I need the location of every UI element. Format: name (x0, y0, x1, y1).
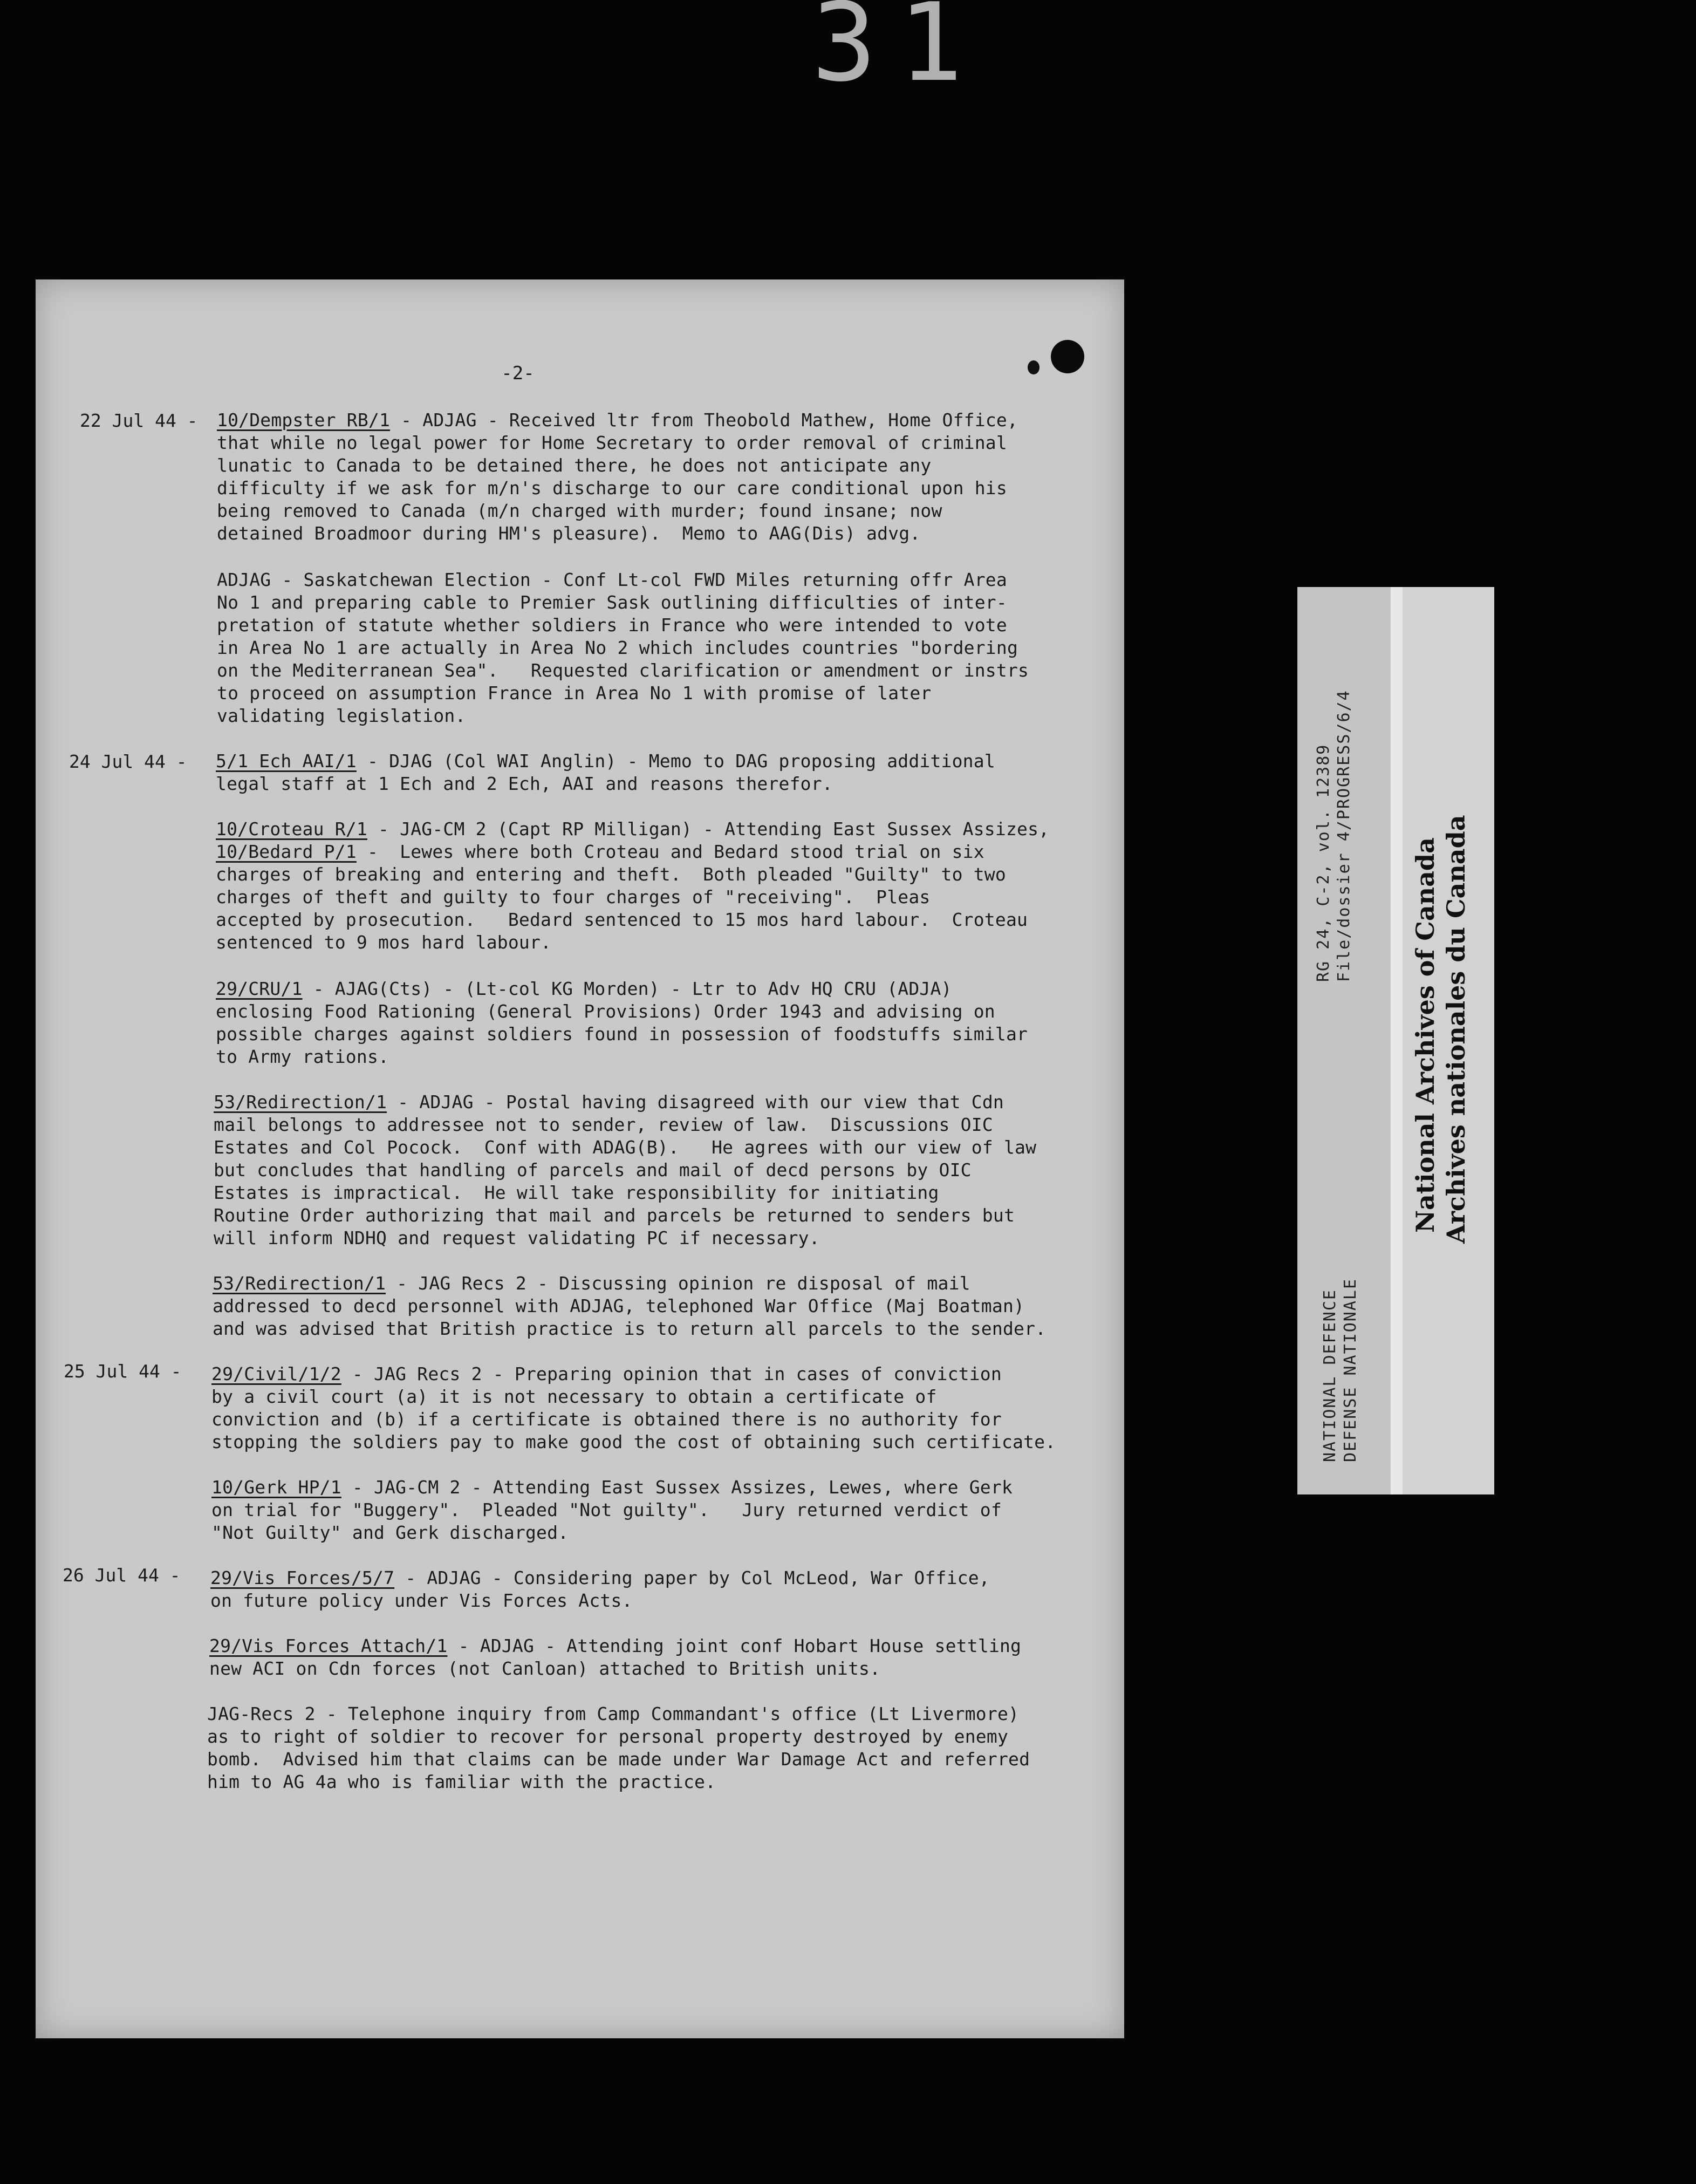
entry-line: and was advised that British practice is to return all parcels to the sender. (213, 1318, 1047, 1339)
entry-line: being removed to Canada (m/n charged with murder; found insane; now (217, 500, 942, 521)
entry-line: "Not Guilty" and Gerk discharged. (211, 1522, 569, 1543)
archive-dept-fr: DEFENSE NATIONALE (1341, 1278, 1360, 1462)
file-reference: 29/Vis Forces/5/7 (210, 1567, 395, 1588)
entry-text (217, 409, 1018, 545)
entry-text (210, 1567, 990, 1612)
entry-line: No 1 and preparing cable to Premier Sask outlining difficulties of inter- (217, 592, 1007, 613)
entry-line: addressed to decd personnel with ADJAG, telephoned War Office (Maj Boatman) (213, 1295, 1025, 1316)
entry-line: - JAG-CM 2 - Attending East Sussex Assizes, Lewes, where Gerk (341, 1477, 1013, 1498)
entry-line: - JAG-CM 2 (Capt RP Milligan) - Attending East Sussex Assizes, (367, 818, 1050, 840)
entry-line: on the Mediterranean Sea". Requested clarification or amendment or instrs (217, 660, 1029, 681)
entry-line: conviction and (b) if a certificate is obtained there is no authority for (211, 1409, 1002, 1430)
entry-line: - ADJAG - Postal having disagreed with our view that Cdn (387, 1091, 1004, 1113)
punch-hole (1051, 340, 1084, 373)
entry-text (216, 978, 1028, 1068)
entry-text (209, 1635, 1021, 1680)
file-reference: 29/Vis Forces Attach/1 (209, 1635, 448, 1656)
entry-text (211, 1476, 1013, 1544)
entry-line: lunatic to Canada to be detained there, he does not anticipate any (217, 455, 932, 476)
entry-text (207, 1703, 1030, 1793)
entry-line: on trial for "Buggery". Pleaded "Not guilty". Jury returned verdict of (211, 1499, 1002, 1520)
entry-line: - JAG Recs 2 - Preparing opinion that in cases of conviction (341, 1363, 1002, 1384)
file-reference: 29/Civil/1/2 (211, 1363, 341, 1384)
entry-line: on future policy under Vis Forces Acts. (210, 1590, 633, 1611)
entry-line: difficulty if we ask for m/n's discharge to our care conditional upon his (217, 477, 1007, 499)
entry-line: JAG-Recs 2 - Telephone inquiry from Camp Commandant's office (Lt Livermore) (207, 1703, 1020, 1724)
entry-line: mail belongs to addressee not to sender, review of law. Discussions OIC (214, 1114, 993, 1135)
file-reference: 10/Gerk HP/1 (211, 1477, 341, 1498)
file-reference: 53/Redirection/1 (213, 1273, 386, 1294)
entry-line: - ADJAG - Considering paper by Col McLeod, War Office, (394, 1567, 990, 1588)
archive-name-fr: Archives nationales du Canada (1441, 815, 1471, 1244)
entry-line: him to AG 4a who is familiar with the practice. (207, 1771, 716, 1792)
entry-date: 25 Jul 44 - (64, 1361, 182, 1382)
entry-line: Routine Order authorizing that mail and parcels be returned to senders but (214, 1205, 1015, 1226)
punch-hole-fragment (1028, 360, 1040, 374)
entry-line: - ADJAG - Attending joint conf Hobart House settling (447, 1635, 1022, 1656)
entry-line: validating legislation. (217, 705, 466, 726)
entry-line: detained Broadmoor during HM's pleasure). Memo to AAG(Dis) advg. (217, 523, 921, 544)
entry-line: in Area No 1 are actually in Area No 2 which includes countries "bordering (217, 637, 1018, 658)
entry-line: - Lewes where both Croteau and Bedard stood trial on six (356, 841, 984, 862)
entry-line: will inform NDHQ and request validating PC if necessary. (214, 1227, 820, 1248)
entry-text (214, 1091, 1036, 1250)
entry-line: to proceed on assumption France in Area No 1 with promise of later (217, 682, 932, 704)
entry-line: - AJAG(Cts) - (Lt-col KG Morden) - Ltr to Adv HQ CRU (ADJA) (302, 978, 952, 999)
entry-line: sentenced to 9 mos hard labour. (216, 932, 552, 953)
archive-name-en: National Archives of Canada (1411, 837, 1440, 1233)
entry-line: legal staff at 1 Ech and 2 Ech, AAI and reasons therefor. (216, 773, 833, 794)
file-reference: 10/Croteau R/1 (216, 818, 367, 840)
entry-line: charges of breaking and entering and theft. Both pleaded "Guilty" to two (216, 864, 1006, 885)
entry-line: charges of theft and guilty to four charges of "receiving". Pleas (216, 886, 931, 907)
entry-line: Estates is impractical. He will take responsibility for initiating (214, 1182, 939, 1203)
file-reference: 29/CRU/1 (216, 978, 303, 999)
file-reference: 10/Dempster RB/1 (217, 410, 391, 431)
entry-date: 22 Jul 44 - (80, 410, 198, 431)
file-reference: 53/Redirection/1 (214, 1091, 387, 1113)
entry-line: possible charges against soldiers found in possession of foodstuffs similar (216, 1023, 1028, 1045)
entry-line: pretation of statute whether soldiers in France who were intended to vote (217, 615, 1007, 636)
entry-line: Estates and Col Pocock. Conf with ADAG(B). He agrees with our view of law (214, 1137, 1037, 1158)
entry-text (211, 1363, 1056, 1453)
entry-line: as to right of soldier to recover for personal property destroyed by enemy (207, 1726, 1009, 1747)
entry-line: enclosing Food Rationing (General Provisions) Order 1943 and advising on (216, 1001, 995, 1022)
page-number: -2- (501, 363, 535, 384)
entry-line: accepted by prosecution. Bedard sentenced to 15 mos hard labour. Croteau (216, 909, 1028, 930)
entry-text (216, 750, 995, 795)
entry-line: stopping the soldiers pay to make good the cost of obtaining such certificate. (211, 1431, 1056, 1452)
archive-label-divider (1391, 587, 1403, 1494)
entry-text (216, 818, 1049, 954)
entry-line: by a civil court (a) it is not necessary to obtain a certificate of (211, 1386, 937, 1407)
file-reference: 5/1 Ech AAI/1 (216, 750, 357, 772)
entry-line: - DJAG (Col WAI Anglin) - Memo to DAG proposing additional (356, 750, 995, 772)
entry-text (213, 1272, 1046, 1340)
entry-line: bomb. Advised him that claims can be made under War Damage Act and referred (207, 1749, 1030, 1770)
entry-line: to Army rations. (216, 1046, 389, 1067)
entry-date: 24 Jul 44 - (69, 751, 187, 772)
entry-line: - JAG Recs 2 - Discussing opinion re disposal of mail (386, 1273, 970, 1294)
entry-date: 26 Jul 44 - (63, 1565, 181, 1586)
entry-line: new ACI on Cdn forces (not Canloan) attached to British units. (209, 1658, 881, 1679)
microfilm-frame-number: 31 (811, 0, 985, 106)
entry-line: ADJAG - Saskatchewan Election - Conf Lt-col FWD Miles returning offr Area (217, 569, 1007, 590)
archive-reference-line-1: RG 24, C-2, vol. 12389 (1314, 743, 1333, 982)
file-reference: 10/Bedard P/1 (216, 841, 357, 862)
entry-line: that while no legal power for Home Secretary to order removal of criminal (217, 432, 1007, 453)
entry-line: but concludes that handling of parcels and mail of decd persons by OIC (214, 1159, 972, 1180)
entry-line: - ADJAG - Received ltr from Theobold Mathew, Home Office, (390, 410, 1018, 431)
archive-reference-line-2: File/dossier 4/PROGRESS/6/4 (1335, 690, 1353, 982)
archive-dept-en: NATIONAL DEFENCE (1321, 1289, 1339, 1462)
entry-text (217, 569, 1029, 727)
